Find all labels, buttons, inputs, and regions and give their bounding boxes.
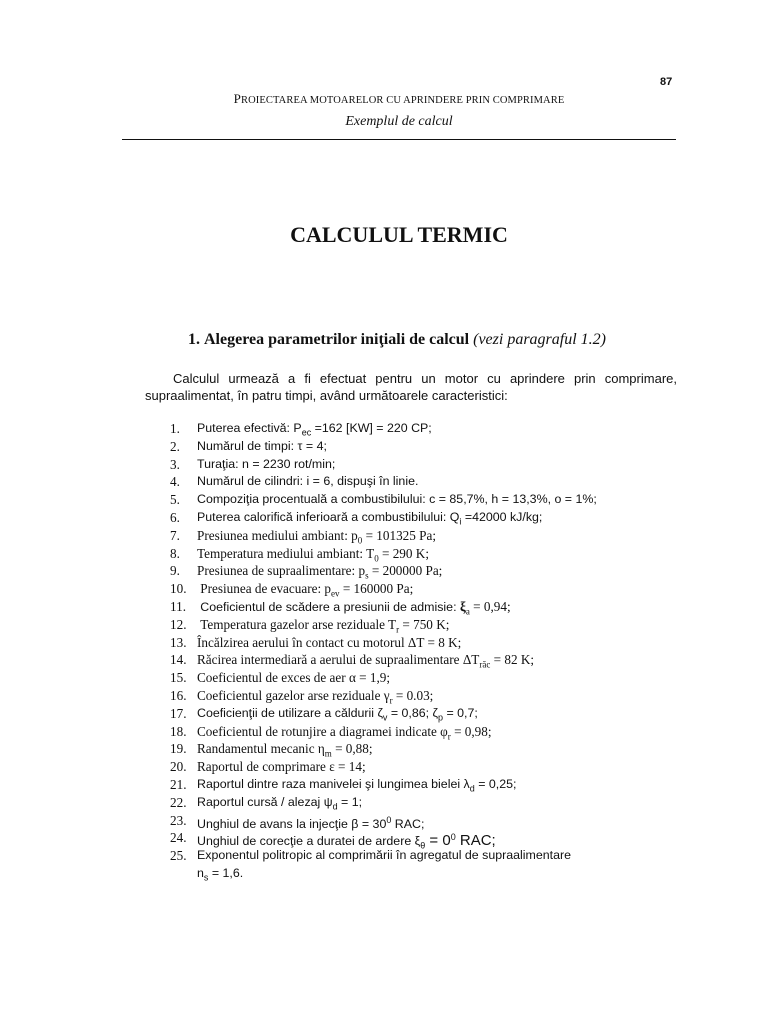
text-run: = 0,88; (331, 741, 373, 757)
item-text (197, 598, 511, 616)
text-run: = 8 K; (424, 634, 462, 650)
text-run: = 0.03; (392, 687, 434, 703)
subscript: 0 (374, 553, 379, 564)
subscript: ev (331, 588, 340, 599)
text-run: = 0,86; (387, 705, 433, 720)
item-text (197, 616, 449, 634)
list-item (170, 651, 690, 669)
item-number: 15. (170, 670, 187, 686)
item-text (197, 740, 373, 758)
item-text (197, 812, 424, 830)
symbol: ΔT (462, 652, 480, 668)
subscript: p (438, 712, 444, 723)
list-item (170, 705, 690, 723)
subscript: s (203, 872, 209, 883)
symbol: ξ (459, 598, 466, 614)
item-text (197, 705, 478, 723)
item-number: 18. (170, 723, 187, 739)
text-run: = 1; (337, 794, 363, 809)
text-run: Încălzirea aerului în contact cu motorul (197, 634, 408, 650)
item-number: 14. (170, 652, 187, 668)
subscript: r (447, 731, 451, 742)
superscript: 0 (450, 832, 456, 843)
text-run: = 30 (358, 816, 387, 831)
item-text (197, 847, 571, 887)
item-text: Compoziţia procentuală a combustibilului: c = 85,7%, h = 13,3%, o = 1%; (197, 492, 597, 507)
item-text (197, 634, 461, 652)
text-run: = 0,7; (443, 705, 478, 720)
text-run: =162 [KW] = 220 CP; (311, 421, 432, 435)
item-number: 10. (170, 581, 187, 597)
item-text (197, 669, 390, 687)
text-run: = 0 (425, 832, 451, 850)
subscript: i (459, 516, 462, 527)
text-run: Puterea efectivă: P (197, 421, 302, 435)
text-run: = 160000 Pa; (339, 581, 414, 597)
item-text (197, 687, 433, 705)
list-item (170, 598, 690, 616)
list-item (170, 509, 690, 527)
symbol: γ (383, 687, 390, 703)
page-number: 87 (660, 76, 673, 88)
running-header-title (122, 91, 676, 107)
text-run: Numărul de timpi: (197, 438, 298, 453)
intro-line-2: supraalimentat, în patru timpi, având următoarele caracteristici: (145, 388, 508, 403)
list-item (170, 473, 690, 491)
item-text (197, 794, 362, 812)
text-run: Coeficientul de scădere a presiunii de admisie: (200, 599, 460, 614)
symbol: ΔT (407, 634, 425, 650)
item-number: 1. (170, 421, 180, 436)
text-run: Unghiul de avans la injecţie (197, 816, 352, 831)
text-run: = 14; (334, 759, 366, 775)
text-run: = 0,98; (450, 723, 492, 739)
item-number: 8. (170, 545, 180, 561)
running-header-rest: ROIECTAREA MOTOARELOR CU APRINDERE PRIN COMPRIMARE (240, 95, 565, 106)
subscript: v (382, 712, 388, 723)
list-item (170, 829, 690, 851)
section-number: 1. (188, 331, 200, 348)
item-text (197, 562, 442, 580)
item-number: 9. (170, 563, 180, 579)
text-run: Exponentul politropic al comprimării în agregatul de supraalimentare (197, 848, 571, 863)
text-run: = 1,6. (208, 865, 244, 880)
list-item (170, 527, 690, 545)
text-run: = 101325 Pa; (362, 527, 437, 543)
item-number: 16. (170, 687, 187, 703)
symbol: ξ (414, 834, 421, 849)
text-run: Coeficientul de exces de aer (197, 670, 349, 686)
text-run: = 1,9; (355, 670, 391, 686)
text-run: = 0,25; (474, 776, 517, 791)
list-item (170, 545, 690, 563)
text-run: = 4; (302, 438, 327, 453)
symbol: ε (329, 759, 335, 775)
list-item (170, 758, 690, 776)
item-text: Turaţia: n = 2230 rot/min; (197, 456, 336, 471)
header-rule (122, 139, 676, 140)
text-run: RAC; (455, 832, 496, 850)
running-header-subtitle: Exemplul de calcul (345, 114, 453, 129)
item-text (197, 651, 534, 669)
item-number: 25. (170, 848, 187, 864)
symbol: β (351, 816, 359, 831)
list-item (170, 634, 690, 652)
text-run: Presiunea mediului ambiant: p (197, 527, 358, 543)
list-item (170, 812, 690, 830)
item-number: 23. (170, 812, 187, 828)
text-run: Temperatura gazelor arse reziduale T (200, 616, 397, 632)
item-text (197, 829, 496, 851)
symbol: η (317, 741, 325, 757)
list-item (170, 580, 690, 598)
item-number: 20. (170, 759, 187, 775)
text-run: Raportul cursă / alezaj (197, 794, 324, 809)
item-number: 12. (170, 616, 187, 632)
list-item (170, 794, 690, 812)
parameter-list (170, 420, 690, 887)
subscript: ec (301, 427, 312, 438)
list-item (170, 491, 690, 509)
superscript: 0 (386, 814, 392, 825)
subscript: a (465, 606, 470, 617)
text-run: Raportul de comprimare (197, 759, 330, 775)
section-title: Alegerea parametrilor iniţiali de calcul (204, 331, 470, 348)
text-run: Presiunea de evacuare: p (200, 581, 332, 597)
list-item (170, 669, 690, 687)
item-text (197, 545, 429, 563)
item-number: 13. (170, 634, 187, 650)
symbol: ζ (432, 705, 439, 720)
list-item (170, 687, 690, 705)
text-run: Coeficientul de rotunjire a diagramei indicate (197, 723, 441, 739)
list-item (170, 420, 690, 438)
symbol: τ (297, 438, 303, 453)
text-run: RAC; (391, 816, 425, 831)
item-text: Numărul de cilindri: i = 6, dispuşi în linie. (197, 474, 419, 489)
item-number: 6. (170, 509, 180, 525)
item-text (197, 580, 413, 598)
text-run: Presiunea de supraalimentare: p (197, 563, 366, 579)
text-run: Randamentul mecanic (197, 741, 318, 757)
section-heading (188, 331, 688, 349)
item-text (197, 420, 432, 438)
item-text (197, 527, 436, 545)
text-run: n (197, 865, 204, 880)
text-run: = 0,94; (469, 598, 511, 614)
item-text (197, 723, 492, 741)
list-item (170, 776, 690, 794)
symbol: λ (463, 776, 470, 791)
text-run: Coeficientul gazelor arse reziduale (197, 687, 384, 703)
text-run: = 290 K; (378, 545, 429, 561)
symbol: ζ (377, 705, 383, 720)
list-item (170, 723, 690, 741)
subscript: r (396, 624, 400, 635)
page-title: CALCULUL TERMIC (290, 222, 508, 247)
text-run: Temperatura mediului ambiant: T (197, 545, 375, 561)
item-text (197, 438, 327, 456)
subscript: r (389, 695, 393, 706)
text-run: Unghiul de corecţie a duratei de ardere (197, 834, 415, 849)
item-number: 19. (170, 741, 187, 757)
text-run: =42000 kJ/kg; (461, 509, 543, 524)
subscript: d (332, 801, 338, 812)
list-item (170, 562, 690, 580)
item-number: 7. (170, 527, 180, 543)
running-header-initial: P (233, 91, 241, 106)
symbol: α (348, 670, 356, 686)
item-number: 22. (170, 794, 187, 810)
text-run: Coeficienţii de utilizare a căldurii (197, 705, 378, 720)
text-run: Răcirea intermediară a aerului de supraalimentare (197, 652, 463, 668)
subscript: θ (420, 840, 426, 851)
subscript: răc (479, 660, 491, 670)
subscript: 0 (357, 535, 363, 546)
text-run: Puterea calorifică inferioară a combustibilului: Q (197, 509, 460, 524)
intro-line-1: Calculul urmează a fi efectuat pentru un motor cu aprindere prin comprimare, (173, 371, 677, 386)
list-item (170, 456, 690, 474)
text-run: Raportul dintre raza manivelei şi lungimea bielei (197, 776, 464, 791)
section-reference: (vezi paragraful 1.2) (473, 331, 606, 348)
text-run: = 200000 Pa; (368, 563, 443, 579)
item-number: 11. (170, 598, 186, 614)
list-item (170, 438, 690, 456)
subscript: s (365, 571, 369, 582)
item-number: 17. (170, 705, 187, 721)
text-run: = 82 K; (490, 652, 535, 668)
item-number: 24. (170, 830, 187, 846)
item-number: 2. (170, 438, 180, 454)
symbol: φ (440, 723, 448, 739)
item-number: 4. (170, 474, 180, 490)
subscript: m (324, 748, 332, 759)
intro-paragraph (145, 370, 677, 404)
item-text (197, 776, 516, 794)
list-item (170, 847, 690, 887)
item-number: 5. (170, 492, 180, 508)
symbol: ψ (323, 794, 333, 809)
list-item (170, 616, 690, 634)
item-number: 3. (170, 456, 180, 472)
item-text (197, 509, 542, 527)
item-number: 21. (170, 776, 187, 792)
list-item (170, 740, 690, 758)
item-text (197, 758, 366, 776)
subscript: d (469, 783, 475, 794)
text-run: = 750 K; (399, 616, 450, 632)
